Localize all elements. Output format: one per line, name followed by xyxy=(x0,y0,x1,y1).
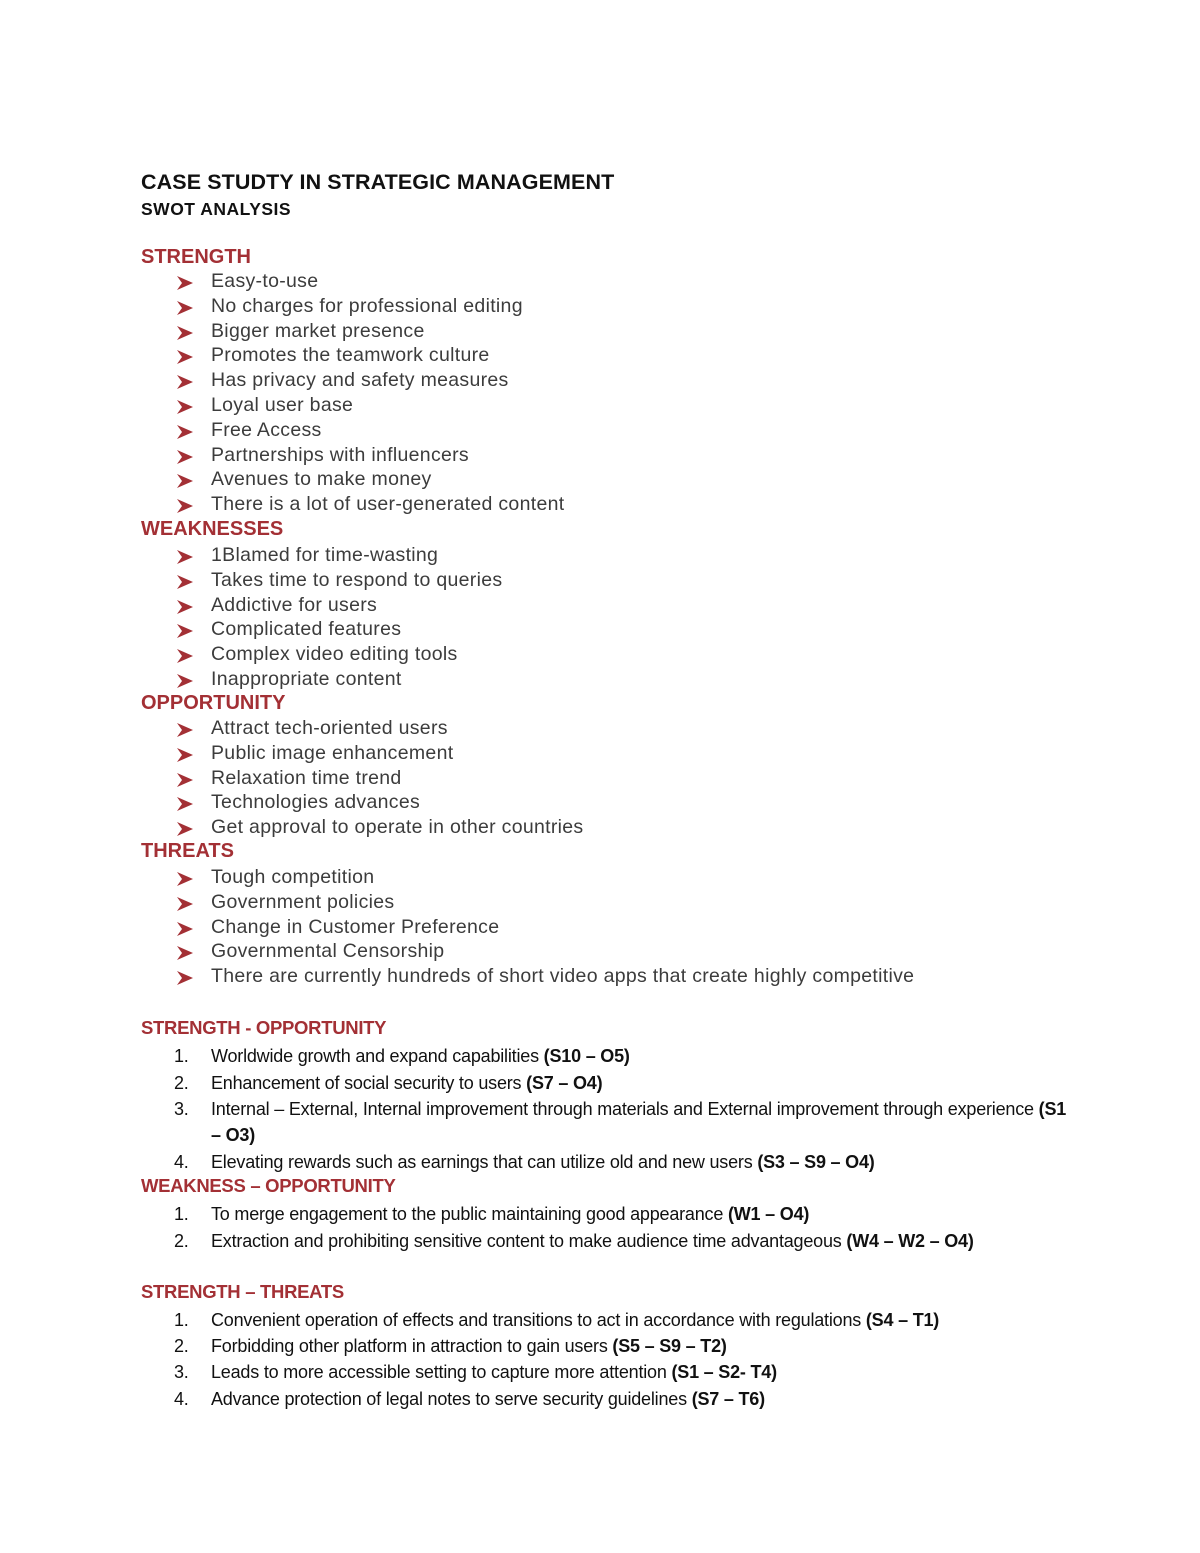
list-item-text: Free Access xyxy=(211,418,322,441)
arrowhead-bullet-icon xyxy=(176,771,194,787)
strategy-code: (S3 – S9 – O4) xyxy=(757,1152,875,1172)
arrowhead-bullet-icon xyxy=(176,622,194,638)
arrowhead-bullet-icon xyxy=(176,746,194,762)
numbered-list-item xyxy=(174,1307,1074,1333)
numbered-list-item xyxy=(174,1386,1074,1412)
list-item-text: Has privacy and safety measures xyxy=(211,369,509,392)
list-item-text: Takes time to respond to queries xyxy=(211,568,503,591)
list-item-text: Government policies xyxy=(211,890,395,913)
strategy-description: Extraction and prohibiting sensitive content to make audience time advantageous xyxy=(211,1231,847,1251)
strategy-description: Worldwide growth and expand capabilities xyxy=(211,1046,544,1066)
strategy-code: (W1 – O4) xyxy=(727,1204,810,1224)
arrowhead-bullet-icon xyxy=(176,647,194,663)
arrowhead-bullet-icon xyxy=(176,920,194,936)
list-item-text: Loyal user base xyxy=(211,394,354,416)
list-item-text: Complicated features xyxy=(211,618,402,641)
list-item-text: Attract tech-oriented users xyxy=(211,717,448,739)
list-number: 4. xyxy=(174,1389,189,1409)
list-number: 2. xyxy=(174,1073,189,1093)
threats-heading: THREATS xyxy=(141,840,234,862)
strategy-code: (S1 – O3) xyxy=(211,1099,1067,1145)
strategy-text xyxy=(211,1201,1074,1227)
list-item-text: There are currently hundreds of short video apps that create highly competitive xyxy=(211,965,915,988)
strategy-description: Convenient operation of effects and transitions to act in accordance with regulations xyxy=(211,1310,866,1330)
numbered-list-item xyxy=(174,1043,1074,1069)
strategy-code: (W4 – W2 – O4) xyxy=(846,1231,974,1251)
numbered-list-item xyxy=(174,1228,1074,1254)
list-item-text: Complex video editing tools xyxy=(211,643,458,666)
arrowhead-bullet-icon xyxy=(176,548,194,564)
arrowhead-bullet-icon xyxy=(176,944,194,960)
arrowhead-bullet-icon xyxy=(176,721,194,737)
list-number: 2. xyxy=(174,1336,189,1356)
strategy-description: Internal – External, Internal improvement through materials and External improvement through experience xyxy=(211,1099,1039,1119)
arrowhead-bullet-icon xyxy=(176,398,194,414)
list-item-text: Relaxation time trend xyxy=(211,766,402,789)
list-item-text: There is a lot of user-generated content xyxy=(211,493,565,516)
arrowhead-bullet-icon xyxy=(176,820,194,836)
strategy-text xyxy=(211,1228,1074,1254)
numbered-list-item xyxy=(174,1096,1074,1148)
list-item-text: Technologies advances xyxy=(211,791,421,814)
arrowhead-bullet-icon xyxy=(176,299,194,315)
strategy-text xyxy=(211,1149,1074,1175)
strategy-description: Elevating rewards such as earnings that can utilize old and new users xyxy=(211,1152,758,1172)
document-title: CASE STUDTY IN STRATEGIC MANAGEMENT xyxy=(141,170,615,194)
list-item-text: Tough competition xyxy=(211,866,375,888)
list-number: 1. xyxy=(174,1204,189,1224)
strategy-text xyxy=(211,1333,1074,1359)
strategy-code: (S7 – T6) xyxy=(691,1389,765,1409)
strategy-code: (S5 – S9 – T2) xyxy=(612,1336,727,1356)
strategy-text xyxy=(211,1359,1074,1385)
strategy-text xyxy=(211,1307,1074,1333)
arrowhead-bullet-icon xyxy=(176,969,194,985)
strategy-text xyxy=(211,1386,1074,1412)
wo-heading: WEAKNESS – OPPORTUNITY xyxy=(141,1175,396,1196)
strategy-description: Forbidding other platform in attraction to gain users xyxy=(211,1336,613,1356)
weaknesses-heading: WEAKNESSES xyxy=(141,518,284,540)
arrowhead-bullet-icon xyxy=(176,795,194,811)
strength-heading: STRENGTH xyxy=(141,246,251,268)
numbered-list-item xyxy=(174,1149,1074,1175)
strategy-code: (S10 – O5) xyxy=(543,1046,630,1066)
arrowhead-bullet-icon xyxy=(176,348,194,364)
list-item-text: Change in Customer Preference xyxy=(211,915,500,938)
arrowhead-bullet-icon xyxy=(176,573,194,589)
strategy-description: To merge engagement to the public maintaining good appearance xyxy=(211,1204,728,1224)
list-number: 3. xyxy=(174,1099,189,1119)
list-item-text: Avenues to make money xyxy=(211,468,432,491)
arrowhead-bullet-icon xyxy=(176,598,194,614)
strategy-code: (S4 – T1) xyxy=(865,1310,940,1330)
document-subtitle: SWOT ANALYSIS xyxy=(141,199,292,219)
list-number: 4. xyxy=(174,1152,189,1172)
list-item-text: Addictive for users xyxy=(211,593,378,616)
numbered-list-item xyxy=(174,1201,1074,1227)
arrowhead-bullet-icon xyxy=(176,448,194,464)
arrowhead-bullet-icon xyxy=(176,324,194,340)
numbered-list-item xyxy=(174,1359,1074,1385)
list-number: 1. xyxy=(174,1310,189,1330)
list-item-text: Partnerships with influencers xyxy=(211,443,469,466)
strategy-text xyxy=(211,1070,1074,1096)
arrowhead-bullet-icon xyxy=(176,497,194,513)
arrowhead-bullet-icon xyxy=(176,672,194,688)
st-heading: STRENGTH – THREATS xyxy=(141,1281,344,1302)
so-heading: STRENGTH - OPPORTUNITY xyxy=(141,1017,387,1038)
strategy-code: (S1 – S2- T4) xyxy=(671,1362,777,1382)
strategy-code: (S7 – O4) xyxy=(526,1073,603,1093)
arrowhead-bullet-icon xyxy=(176,423,194,439)
strategy-description: Advance protection of legal notes to serve security guidelines xyxy=(211,1389,692,1409)
list-item-text: 1Blamed for time-wasting xyxy=(211,544,439,566)
list-item-text: Inappropriate content xyxy=(211,668,402,690)
arrowhead-bullet-icon xyxy=(176,895,194,911)
list-number: 2. xyxy=(174,1231,189,1251)
arrowhead-bullet-icon xyxy=(176,870,194,886)
list-item-text: Governmental Censorship xyxy=(211,940,445,963)
list-item-text: No charges for professional editing xyxy=(211,294,523,317)
strategy-description: Leads to more accessible setting to capture more attention xyxy=(211,1362,672,1382)
arrowhead-bullet-icon xyxy=(176,274,194,290)
strategy-text xyxy=(211,1043,1074,1069)
arrowhead-bullet-icon xyxy=(176,472,194,488)
numbered-list-item xyxy=(174,1070,1074,1096)
list-number: 1. xyxy=(174,1046,189,1066)
list-item-text: Public image enhancement xyxy=(211,741,454,764)
list-item-text: Get approval to operate in other countries xyxy=(211,816,584,839)
list-item-text: Easy-to-use xyxy=(211,270,319,292)
strategy-text xyxy=(211,1096,1074,1148)
list-item-text: Bigger market presence xyxy=(211,319,425,342)
opportunity-heading: OPPORTUNITY xyxy=(141,692,286,714)
list-number: 3. xyxy=(174,1362,189,1382)
strategy-description: Enhancement of social security to users xyxy=(211,1073,527,1093)
list-item-text: Promotes the teamwork culture xyxy=(211,344,490,367)
numbered-list-item xyxy=(174,1333,1074,1359)
arrowhead-bullet-icon xyxy=(176,373,194,389)
